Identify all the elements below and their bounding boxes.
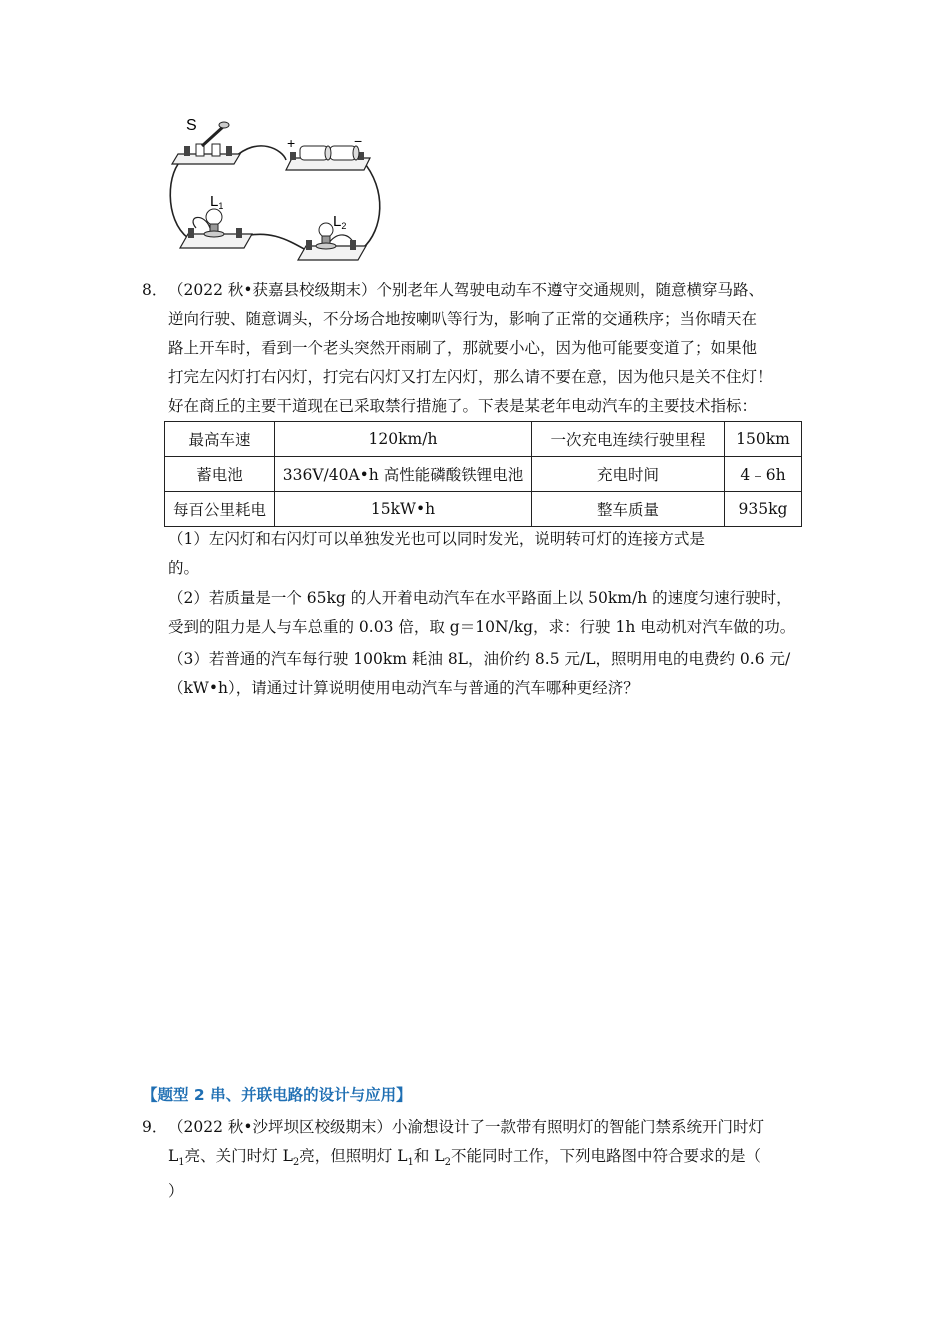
table-cell: 935kg [725, 492, 802, 527]
table-cell: 15kW•h [275, 492, 532, 527]
sub-question-1 [168, 525, 818, 583]
question-text-line: 好在商丘的主要干道现在已采取禁行措施了。下表是某老年电动汽车的主要技术指标： [168, 397, 758, 415]
sub-question-line: 的。 [168, 559, 200, 577]
question-text-line: （2022 秋•获嘉县校级期末）个别老年人驾驶电动车不遵守交通规则，随意横穿马路、 [168, 281, 765, 299]
sub-question-line: （2）若质量是一个 65kg 的人开着电动汽车在水平路面上以 50km/h 的速度匀速行驶时， [168, 589, 792, 607]
question-number: 8． [142, 281, 168, 299]
sub-question-line: 受到的阻力是人与车总重的 0.03 倍，取 g＝10N/kg，求：行驶 1h 电动机对汽车做的功。 [168, 618, 796, 636]
switch-s [172, 122, 240, 164]
question-text-line: 打完左闪灯打右闪灯，打完右闪灯又打左闪灯，那么请不要在意，因为他只是关不住灯！ [168, 368, 773, 386]
table-cell: 每百公里耗电 [165, 492, 275, 527]
section-title: 【题型 2 串、并联电路的设计与应用】 [142, 1086, 412, 1104]
table-cell: 充电时间 [532, 457, 725, 492]
question-text-line: （2022 秋•沙坪坝区校级期末）小渝想设计了一款带有照明灯的智能门禁系统开门时灯 [168, 1118, 765, 1136]
table-cell: 整车质量 [532, 492, 725, 527]
wire-top [234, 146, 286, 160]
table-cell: 4﹣6h [725, 457, 802, 492]
lamp-l1 [180, 209, 252, 248]
question-number: 9． [142, 1118, 168, 1136]
table-cell: 蓄电池 [165, 457, 275, 492]
battery-plus: + [287, 135, 296, 151]
wire-left [170, 158, 188, 238]
wire-right [362, 160, 380, 248]
question-8 [142, 276, 810, 421]
question-text-line: 路上开车时，看到一个老头突然开雨刷了，那就要小心，因为他可能要变道了；如果他 [168, 339, 758, 357]
sub-question-3 [168, 645, 818, 703]
sub-question-line: （3）若普通的汽车每行驶 100km 耗油 8L，油价约 8.5 元/L，照明用电的电费约 0.6 元/ [168, 650, 791, 668]
table-row [165, 422, 802, 457]
table-row [165, 492, 802, 527]
question-text-line: $L_1$亮、关门时灯 $L_2$亮，但照明灯 $L_1$和 $L_2$不能同时工作，下列电路图中符合要求的是（ [168, 1147, 762, 1169]
battery-holder [286, 146, 370, 170]
battery-minus: − [354, 133, 363, 149]
table-cell: 336V/40A•h 高性能磷酸铁锂电池 [275, 457, 532, 492]
table-cell: 120km/h [275, 422, 532, 457]
spec-table [164, 421, 802, 527]
lamp1-label: $L_1$ [210, 193, 224, 211]
sub-question-2 [168, 584, 818, 642]
sub-question-line: （1）左闪灯和右闪灯可以单独发光也可以同时发光，说明转可灯的连接方式是 [168, 530, 705, 548]
table-cell: 150km [725, 422, 802, 457]
circuit-diagram [158, 110, 388, 270]
switch-label: S [186, 117, 197, 134]
table-cell: 一次充电连续行驶里程 [532, 422, 725, 457]
table-row [165, 457, 802, 492]
lamp2-label: $L_2$ [333, 213, 347, 231]
sub-question-line: （kW•h），请通过计算说明使用电动汽车与普通的汽车哪种更经济？ [168, 679, 639, 697]
lamp-l2 [298, 223, 366, 260]
question-text-line: ） [168, 1182, 184, 1201]
question-text-line: 逆向行驶、随意调头，不分场合地按喇叭等行为，影响了正常的交通秩序；当你晴天在 [168, 310, 758, 328]
table-cell: 最高车速 [165, 422, 275, 457]
question-9 [142, 1113, 812, 1206]
